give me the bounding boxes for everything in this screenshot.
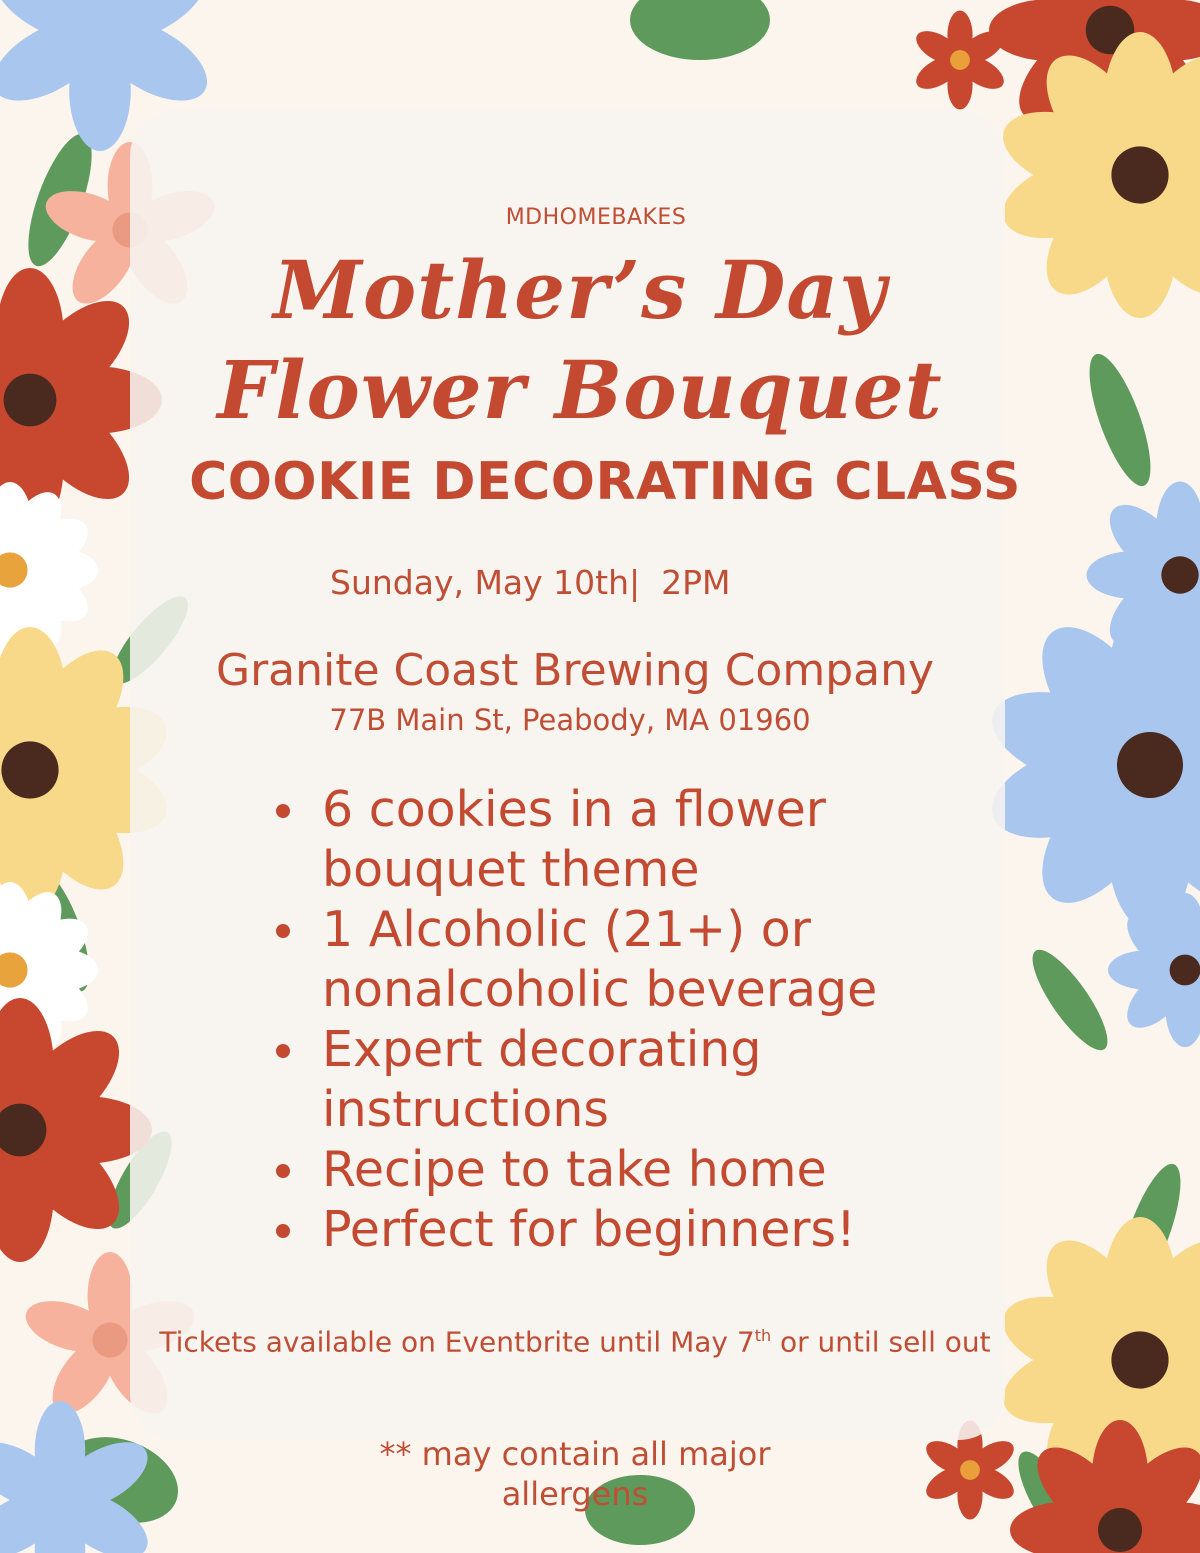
ticket-info-text: Tickets available on Eventbrite until May 7	[159, 1325, 755, 1359]
ticket-info-tail: or until sell out	[771, 1325, 991, 1359]
venue-address: 77B Main St, Peabody, MA 01960	[329, 703, 811, 737]
brand-name: MDHOMEBAKES	[505, 205, 687, 230]
venue-name: Granite Coast Brewing Company	[215, 645, 935, 696]
event-date-time: Sunday, May 10th| 2PM	[330, 563, 731, 602]
title-line-3: COOKIE DECORATING CLASS	[189, 452, 1021, 512]
flower-shape	[1108, 893, 1200, 1047]
allergen-note: ** may contain all major allergens	[379, 1435, 771, 1513]
leaf-shape	[630, 0, 770, 60]
flower-shape	[0, 1401, 158, 1553]
feature-list	[270, 780, 990, 1260]
feature-item: 1 Alcoholic (21+) or nonalcoholic beverage	[270, 900, 990, 1020]
ticket-info	[150, 1318, 1000, 1360]
feature-item: Expert decorating instructions	[270, 1020, 990, 1140]
leaf-shape	[1077, 347, 1162, 492]
feature-item: Recipe to take home	[270, 1140, 990, 1200]
ticket-info-suffix: th	[754, 1326, 772, 1345]
title-line-1: Mother’s Day	[273, 243, 887, 337]
flower-shape	[993, 32, 1200, 318]
flower-shape	[0, 482, 98, 658]
leaf-shape	[1021, 941, 1119, 1060]
feature-item: 6 cookies in a flower bouquet theme	[270, 780, 990, 900]
title-line-2: Flower Bouquet	[217, 343, 943, 437]
feature-item: Perfect for beginners!	[270, 1200, 990, 1260]
flower-shape	[980, 600, 1200, 930]
